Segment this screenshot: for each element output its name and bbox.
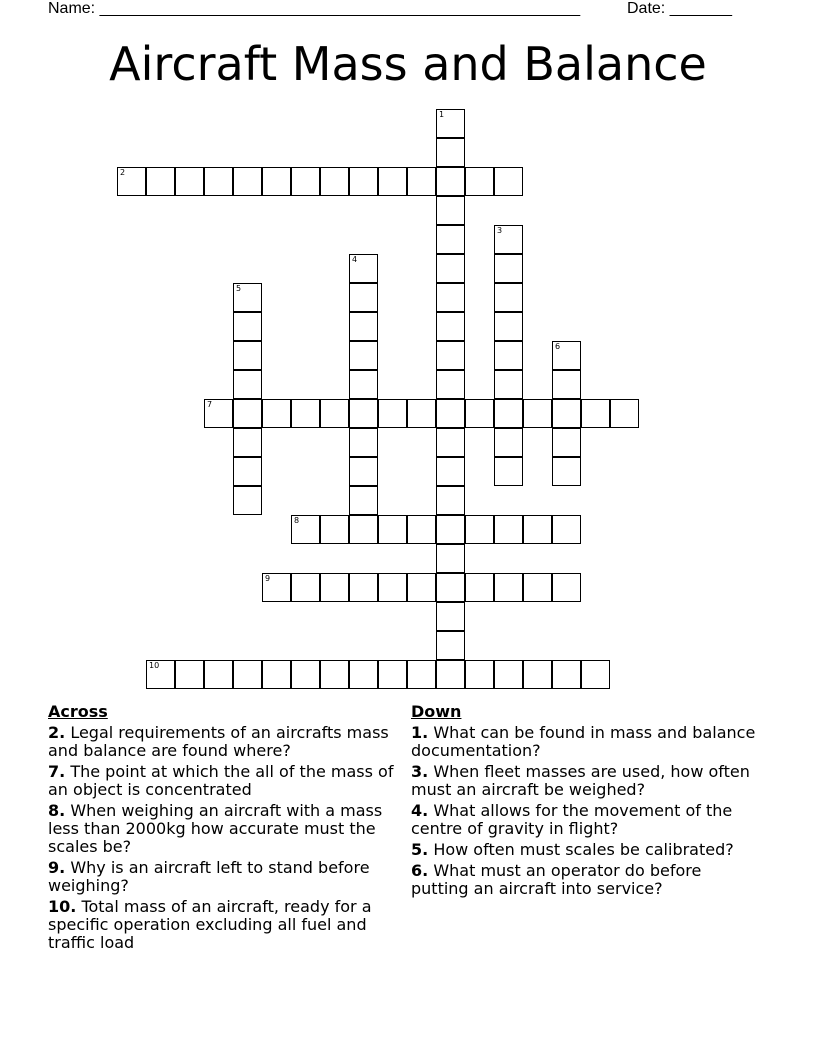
crossword-cell[interactable] [320,660,349,689]
crossword-cell[interactable] [436,515,465,544]
clue-across-7: 7. The point at which the all of the mass of an object is concentrated [48,762,394,799]
crossword-cell[interactable] [233,312,262,341]
crossword-cell[interactable] [233,370,262,399]
crossword-cell[interactable] [465,573,494,602]
crossword-cell[interactable] [233,341,262,370]
crossword-cell[interactable] [349,370,378,399]
cell-number: 5 [236,284,242,293]
crossword-cell[interactable] [465,399,494,428]
date-field-label: Date: _______ [627,0,732,17]
crossword-cell[interactable] [494,428,523,457]
crossword-cell[interactable] [349,428,378,457]
crossword-cell[interactable] [175,660,204,689]
crossword-cell[interactable] [204,660,233,689]
crossword-cell[interactable] [523,573,552,602]
cell-number: 2 [120,168,126,177]
crossword-cell[interactable] [349,457,378,486]
crossword-cell[interactable] [407,515,436,544]
crossword-cell[interactable] [233,428,262,457]
cell-number: 8 [294,516,300,525]
crossword-cell[interactable] [465,660,494,689]
across-clues [48,702,398,955]
crossword-cell[interactable] [552,399,581,428]
crossword-cell[interactable] [552,428,581,457]
crossword-cell[interactable] [552,573,581,602]
crossword-cell[interactable] [436,341,465,370]
crossword-cell[interactable] [291,573,320,602]
cell-number: 6 [555,342,561,351]
crossword-cell[interactable] [494,312,523,341]
cell-number: 4 [352,255,358,264]
clue-down-3: 3. When fleet masses are used, how often must an aircraft be weighed? [411,762,750,799]
crossword-cell[interactable] [436,457,465,486]
crossword-cell[interactable] [378,167,407,196]
crossword-cell[interactable] [436,254,465,283]
crossword-cell[interactable] [494,283,523,312]
crossword-cell[interactable] [552,457,581,486]
crossword-cell[interactable] [233,167,262,196]
crossword-cell[interactable] [552,341,581,370]
crossword-cell[interactable] [436,138,465,167]
crossword-cell[interactable] [494,573,523,602]
crossword-cell[interactable] [320,167,349,196]
crossword-cell[interactable] [204,167,233,196]
crossword-cell[interactable] [494,167,523,196]
crossword-cell[interactable] [436,196,465,225]
clue-down-5: 5. How often must scales be calibrated? [411,840,734,859]
down-heading: Down [411,702,462,721]
crossword-cell[interactable] [378,399,407,428]
crossword-cell[interactable] [436,602,465,631]
crossword-cell[interactable] [494,457,523,486]
crossword-cell[interactable] [117,167,146,196]
crossword-cell[interactable] [494,370,523,399]
clue-across-9: 9. Why is an aircraft left to stand before weighing? [48,858,370,895]
crossword-cell[interactable] [204,399,233,428]
cell-number: 9 [265,574,271,583]
crossword-cell[interactable] [523,515,552,544]
crossword-cell[interactable] [494,341,523,370]
crossword-cell[interactable] [494,254,523,283]
crossword-cell[interactable] [407,573,436,602]
crossword-cell[interactable] [436,225,465,254]
clue-across-8: 8. When weighing an aircraft with a mass less than 2000kg how accurate must the scales be? [48,801,383,856]
crossword-cell[interactable] [378,573,407,602]
crossword-cell[interactable] [436,109,465,138]
crossword-cell[interactable] [407,399,436,428]
crossword-cell[interactable] [262,167,291,196]
crossword-cell[interactable] [291,399,320,428]
crossword-cell[interactable] [233,283,262,312]
across-heading: Across [48,702,108,721]
crossword-cell[interactable] [233,660,262,689]
crossword-cell[interactable] [349,399,378,428]
crossword-cell[interactable] [349,283,378,312]
crossword-cell[interactable] [146,167,175,196]
crossword-cell[interactable] [291,515,320,544]
crossword-cell[interactable] [262,573,291,602]
crossword-cell[interactable] [175,167,204,196]
crossword-cell[interactable] [436,486,465,515]
crossword-cell[interactable] [436,399,465,428]
crossword-cell[interactable] [552,515,581,544]
crossword-cell[interactable] [349,660,378,689]
cell-number: 7 [207,400,213,409]
crossword-cell[interactable] [494,225,523,254]
crossword-cell[interactable] [262,399,291,428]
crossword-cell[interactable] [523,660,552,689]
crossword-cell[interactable] [581,399,610,428]
crossword-cell[interactable] [436,631,465,660]
crossword-cell[interactable] [349,312,378,341]
crossword-cell[interactable] [378,660,407,689]
down-clues [411,702,761,901]
crossword-cell[interactable] [436,370,465,399]
crossword-cell[interactable] [436,167,465,196]
crossword-cell[interactable] [552,370,581,399]
cell-number: 1 [439,110,445,119]
clue-down-4: 4. What allows for the movement of the centre of gravity in flight? [411,801,733,838]
crossword-cell[interactable] [146,660,175,689]
crossword-cell[interactable] [407,167,436,196]
crossword-cell[interactable] [494,399,523,428]
clue-across-10: 10. Total mass of an aircraft, ready for a specific operation excluding all fuel and traffic load [48,897,372,952]
crossword-cell[interactable] [233,457,262,486]
crossword-cell[interactable] [262,660,291,689]
crossword-cell[interactable] [436,573,465,602]
crossword-cell[interactable] [291,167,320,196]
crossword-cell[interactable] [494,515,523,544]
crossword-cell[interactable] [610,399,639,428]
cell-number: 10 [149,661,160,670]
crossword-cell[interactable] [436,428,465,457]
clue-down-6: 6. What must an operator do before putting an aircraft into service? [411,861,702,898]
crossword-cell[interactable] [291,660,320,689]
crossword-cell[interactable] [320,515,349,544]
crossword-cell[interactable] [552,660,581,689]
page-title: Aircraft Mass and Balance [109,37,707,91]
crossword-cell[interactable] [436,660,465,689]
name-field-label: Name: ______________________________________________________ [48,0,581,17]
crossword-cell[interactable] [349,486,378,515]
crossword-cell[interactable] [349,341,378,370]
crossword-cell[interactable] [233,399,262,428]
clue-down-1: 1. What can be found in mass and balance documentation? [411,723,756,760]
cell-number: 3 [497,226,503,235]
crossword-cell[interactable] [349,573,378,602]
crossword-cell[interactable] [494,660,523,689]
crossword-cell[interactable] [233,486,262,515]
crossword-cell[interactable] [407,660,436,689]
crossword-cell[interactable] [436,312,465,341]
crossword-cell[interactable] [320,399,349,428]
crossword-cell[interactable] [436,544,465,573]
crossword-cell[interactable] [349,254,378,283]
crossword-cell[interactable] [320,573,349,602]
crossword-cell[interactable] [436,283,465,312]
crossword-cell[interactable] [523,399,552,428]
crossword-cell[interactable] [465,167,494,196]
crossword-cell[interactable] [465,515,494,544]
crossword-cell[interactable] [581,660,610,689]
crossword-cell[interactable] [349,515,378,544]
crossword-cell[interactable] [349,167,378,196]
clue-across-2: 2. Legal requirements of an aircrafts mass and balance are found where? [48,723,389,760]
crossword-cell[interactable] [378,515,407,544]
